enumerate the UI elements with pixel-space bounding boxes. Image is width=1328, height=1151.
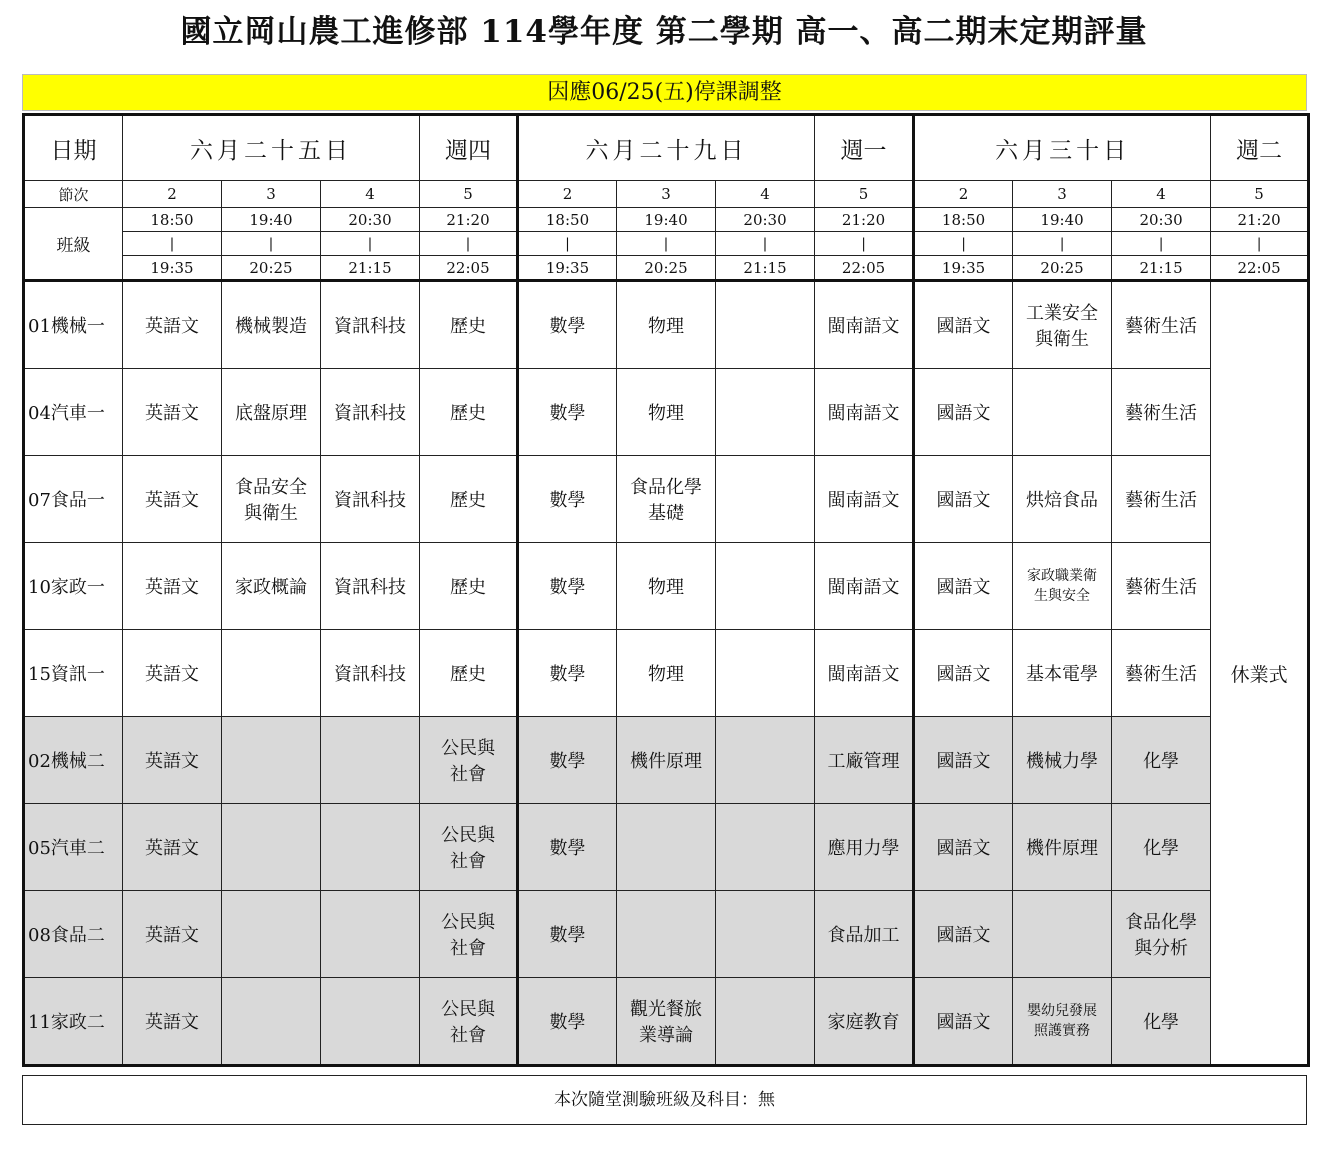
subject-cell — [321, 717, 420, 804]
subject-cell: 物理 — [617, 369, 716, 456]
subject-cell: 資訊科技 — [321, 456, 420, 543]
subject-cell: 家政職業衛 生與安全 — [1013, 543, 1112, 630]
subject-cell: 食品化學 基礎 — [617, 456, 716, 543]
subject-cell: 歷史 — [420, 630, 518, 717]
subject-cell — [716, 281, 815, 369]
time-separator: | — [617, 232, 716, 256]
subject-cell: 閩南語文 — [815, 281, 914, 369]
subject-cell: 藝術生活 — [1112, 543, 1211, 630]
subject-cell: 資訊科技 — [321, 369, 420, 456]
subject-cell: 歷史 — [420, 543, 518, 630]
subject-cell: 閩南語文 — [815, 630, 914, 717]
subject-cell: 國語文 — [914, 630, 1013, 717]
time-start: 20:30 — [321, 208, 420, 232]
subject-cell: 化學 — [1112, 717, 1211, 804]
time-start: 18:50 — [914, 208, 1013, 232]
subject-cell: 閩南語文 — [815, 543, 914, 630]
class-name: 15資訊一 — [24, 630, 123, 717]
subject-cell: 藝術生活 — [1112, 456, 1211, 543]
subject-cell: 國語文 — [914, 891, 1013, 978]
subject-cell: 工廠管理 — [815, 717, 914, 804]
time-separator: | — [321, 232, 420, 256]
subject-cell: 英語文 — [123, 891, 222, 978]
day3-weekday: 週二 — [1211, 115, 1309, 181]
subject-cell — [716, 978, 815, 1066]
class-name: 05汽車二 — [24, 804, 123, 891]
date-header-row — [24, 115, 1309, 181]
subject-cell: 數學 — [518, 543, 617, 630]
subject-cell: 應用力學 — [815, 804, 914, 891]
subject-cell: 資訊科技 — [321, 281, 420, 369]
period-cell: 2 — [914, 181, 1013, 208]
subject-cell: 家庭教育 — [815, 978, 914, 1066]
subject-cell: 嬰幼兒發展 照護實務 — [1013, 978, 1112, 1066]
subject-cell: 歷史 — [420, 281, 518, 369]
time-end: 21:15 — [1112, 256, 1211, 281]
subject-cell: 物理 — [617, 630, 716, 717]
time-end: 19:35 — [518, 256, 617, 281]
time-start-row — [24, 208, 1309, 232]
time-end: 20:25 — [222, 256, 321, 281]
subject-cell: 閩南語文 — [815, 456, 914, 543]
period-cell: 5 — [1211, 181, 1309, 208]
subject-cell: 基本電學 — [1013, 630, 1112, 717]
subject-cell: 工業安全 與衛生 — [1013, 281, 1112, 369]
subject-cell: 資訊科技 — [321, 630, 420, 717]
period-cell: 3 — [222, 181, 321, 208]
class-row — [24, 717, 1309, 804]
subject-cell — [617, 891, 716, 978]
subject-cell — [716, 369, 815, 456]
period-cell: 5 — [815, 181, 914, 208]
class-row — [24, 978, 1309, 1066]
subject-cell: 機件原理 — [617, 717, 716, 804]
time-start: 21:20 — [420, 208, 518, 232]
subject-cell: 機械製造 — [222, 281, 321, 369]
subject-cell: 化學 — [1112, 978, 1211, 1066]
subject-cell — [716, 630, 815, 717]
time-separator: | — [1112, 232, 1211, 256]
subject-cell — [321, 978, 420, 1066]
time-end-row — [24, 256, 1309, 281]
day2-weekday: 週一 — [815, 115, 914, 181]
time-start: 20:30 — [716, 208, 815, 232]
subject-cell: 數學 — [518, 456, 617, 543]
subject-cell: 食品化學 與分析 — [1112, 891, 1211, 978]
subject-cell: 數學 — [518, 978, 617, 1066]
time-separator: | — [914, 232, 1013, 256]
subject-cell: 機械力學 — [1013, 717, 1112, 804]
subject-cell: 物理 — [617, 543, 716, 630]
subject-cell: 烘焙食品 — [1013, 456, 1112, 543]
subject-cell: 歷史 — [420, 369, 518, 456]
time-end: 22:05 — [815, 256, 914, 281]
subject-cell: 數學 — [518, 717, 617, 804]
period-cell: 2 — [123, 181, 222, 208]
subject-cell: 化學 — [1112, 804, 1211, 891]
class-row — [24, 891, 1309, 978]
subject-cell: 國語文 — [914, 717, 1013, 804]
subject-cell: 數學 — [518, 281, 617, 369]
subject-cell: 藝術生活 — [1112, 281, 1211, 369]
time-separator: | — [518, 232, 617, 256]
subject-cell — [716, 804, 815, 891]
subject-cell: 英語文 — [123, 369, 222, 456]
subject-cell — [222, 630, 321, 717]
time-separator: | — [222, 232, 321, 256]
time-separator: | — [716, 232, 815, 256]
subject-cell — [716, 717, 815, 804]
class-row — [24, 456, 1309, 543]
time-separator: | — [1211, 232, 1309, 256]
class-row — [24, 369, 1309, 456]
subject-cell: 食品加工 — [815, 891, 914, 978]
subject-cell — [716, 543, 815, 630]
exam-schedule-table — [22, 113, 1310, 1067]
time-separator: | — [1013, 232, 1112, 256]
subject-cell — [716, 891, 815, 978]
period-cell: 2 — [518, 181, 617, 208]
time-start: 19:40 — [222, 208, 321, 232]
time-sep-row — [24, 232, 1309, 256]
subject-cell: 英語文 — [123, 456, 222, 543]
subject-cell: 歷史 — [420, 456, 518, 543]
footer-note: 本次隨堂測驗班級及科目：無 — [22, 1075, 1307, 1125]
subject-cell — [321, 891, 420, 978]
time-start: 21:20 — [815, 208, 914, 232]
subject-cell: 數學 — [518, 891, 617, 978]
subject-cell: 底盤原理 — [222, 369, 321, 456]
period-cell: 5 — [420, 181, 518, 208]
time-end: 21:15 — [716, 256, 815, 281]
subject-cell: 公民與 社會 — [420, 891, 518, 978]
time-start: 19:40 — [617, 208, 716, 232]
subject-cell: 英語文 — [123, 717, 222, 804]
day2-date: 六月二十九日 — [518, 115, 815, 181]
time-separator: | — [123, 232, 222, 256]
subject-cell: 國語文 — [914, 978, 1013, 1066]
time-start: 21:20 — [1211, 208, 1309, 232]
subject-cell — [1013, 891, 1112, 978]
class-row — [24, 630, 1309, 717]
period-row — [24, 181, 1309, 208]
time-end: 20:25 — [1013, 256, 1112, 281]
period-cell: 4 — [716, 181, 815, 208]
subject-cell: 國語文 — [914, 369, 1013, 456]
day3-date: 六月三十日 — [914, 115, 1211, 181]
time-end: 19:35 — [914, 256, 1013, 281]
exam-schedule-sheet — [22, 113, 1307, 1125]
time-end: 19:35 — [123, 256, 222, 281]
subject-cell — [222, 891, 321, 978]
period-cell: 3 — [1013, 181, 1112, 208]
class-name: 02機械二 — [24, 717, 123, 804]
notice-banner: 因應06/25(五)停課調整 — [22, 74, 1307, 111]
subject-cell: 家政概論 — [222, 543, 321, 630]
page-title: 國立岡山農工進修部 114學年度 第二學期 高一、高二期末定期評量 — [180, 14, 1148, 50]
subject-cell: 機件原理 — [1013, 804, 1112, 891]
class-name: 07食品一 — [24, 456, 123, 543]
subject-cell: 數學 — [518, 804, 617, 891]
subject-cell: 數學 — [518, 369, 617, 456]
class-row — [24, 281, 1309, 369]
period-cell: 3 — [617, 181, 716, 208]
time-start: 18:50 — [123, 208, 222, 232]
period-label: 節次 — [24, 181, 123, 208]
subject-cell — [321, 804, 420, 891]
subject-cell: 公民與 社會 — [420, 717, 518, 804]
subject-cell: 公民與 社會 — [420, 978, 518, 1066]
subject-cell: 物理 — [617, 281, 716, 369]
time-start: 20:30 — [1112, 208, 1211, 232]
subject-cell: 英語文 — [123, 281, 222, 369]
subject-cell: 觀光餐旅 業導論 — [617, 978, 716, 1066]
subject-cell: 英語文 — [123, 978, 222, 1066]
subject-cell: 國語文 — [914, 543, 1013, 630]
subject-cell: 資訊科技 — [321, 543, 420, 630]
subject-cell: 國語文 — [914, 456, 1013, 543]
time-end: 22:05 — [420, 256, 518, 281]
subject-cell: 英語文 — [123, 543, 222, 630]
subject-cell: 藝術生活 — [1112, 630, 1211, 717]
class-name: 08食品二 — [24, 891, 123, 978]
time-end: 22:05 — [1211, 256, 1309, 281]
time-separator: | — [420, 232, 518, 256]
class-row — [24, 804, 1309, 891]
class-name: 11家政二 — [24, 978, 123, 1066]
subject-cell — [222, 804, 321, 891]
class-label: 班級 — [24, 208, 123, 281]
day1-weekday: 週四 — [420, 115, 518, 181]
subject-cell: 英語文 — [123, 804, 222, 891]
class-row — [24, 543, 1309, 630]
subject-cell: 食品安全 與衛生 — [222, 456, 321, 543]
subject-cell: 數學 — [518, 630, 617, 717]
time-separator: | — [815, 232, 914, 256]
day1-date: 六月二十五日 — [123, 115, 420, 181]
closing-ceremony-cell: 休業式 — [1211, 281, 1309, 1066]
subject-cell: 國語文 — [914, 281, 1013, 369]
class-name: 04汽車一 — [24, 369, 123, 456]
subject-cell: 藝術生活 — [1112, 369, 1211, 456]
class-name: 01機械一 — [24, 281, 123, 369]
subject-cell — [716, 456, 815, 543]
subject-cell — [222, 717, 321, 804]
subject-cell — [617, 804, 716, 891]
class-name: 10家政一 — [24, 543, 123, 630]
time-end: 20:25 — [617, 256, 716, 281]
subject-cell: 國語文 — [914, 804, 1013, 891]
subject-cell: 閩南語文 — [815, 369, 914, 456]
time-start: 18:50 — [518, 208, 617, 232]
subject-cell: 公民與 社會 — [420, 804, 518, 891]
time-end: 21:15 — [321, 256, 420, 281]
subject-cell: 英語文 — [123, 630, 222, 717]
date-label: 日期 — [24, 115, 123, 181]
period-cell: 4 — [1112, 181, 1211, 208]
period-cell: 4 — [321, 181, 420, 208]
subject-cell — [222, 978, 321, 1066]
subject-cell — [1013, 369, 1112, 456]
time-start: 19:40 — [1013, 208, 1112, 232]
